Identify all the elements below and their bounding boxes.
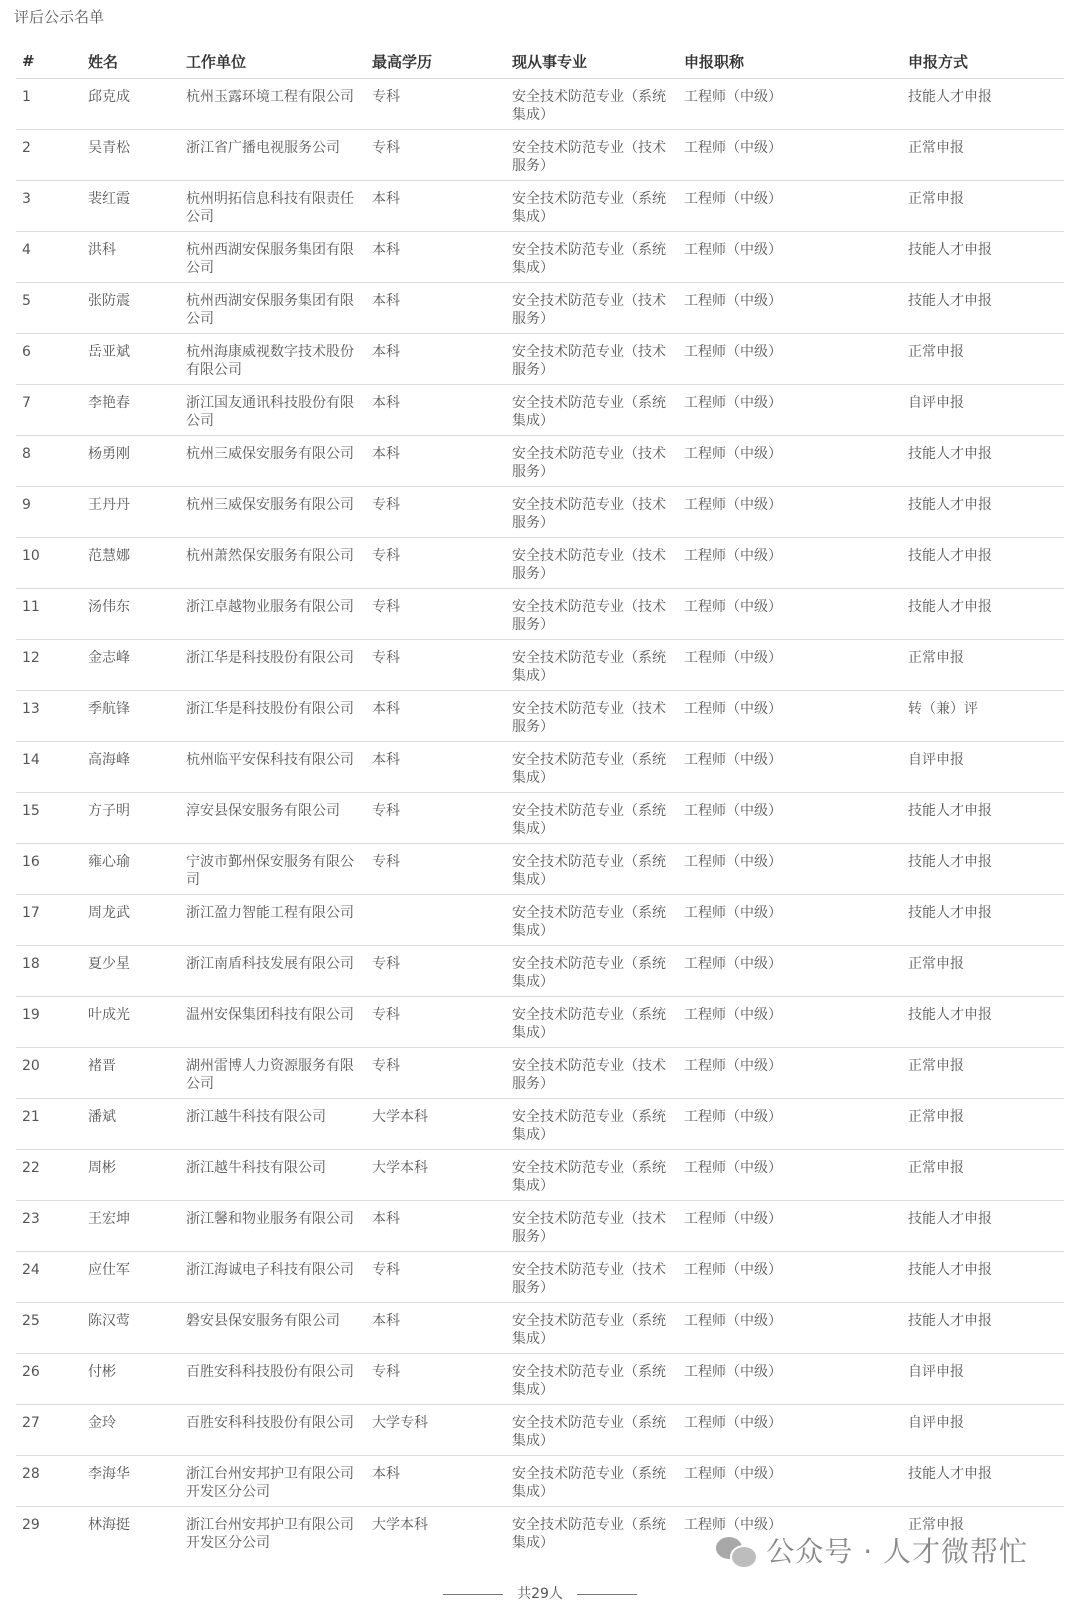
cell-no: 11 xyxy=(16,589,82,640)
table-row xyxy=(16,1150,1064,1201)
cell-name: 高海峰 xyxy=(82,742,180,793)
cell-unit: 杭州三威保安服务有限公司 xyxy=(180,436,366,487)
cell-method: 正常申报 xyxy=(902,1048,1064,1099)
cell-name: 金志峰 xyxy=(82,640,180,691)
table-row xyxy=(16,946,1064,997)
cell-no: 15 xyxy=(16,793,82,844)
cell-title: 工程师（中级） xyxy=(678,79,902,130)
cell-major: 安全技术防范专业（技术服务） xyxy=(506,436,678,487)
cell-education: 本科 xyxy=(366,1456,506,1507)
cell-method: 自评申报 xyxy=(902,385,1064,436)
col-header-unit: 工作单位 xyxy=(180,44,366,79)
cell-title: 工程师（中级） xyxy=(678,283,902,334)
cell-unit: 浙江台州安邦护卫有限公司开发区分公司 xyxy=(180,1456,366,1507)
divider-left xyxy=(443,1594,503,1595)
cell-method: 正常申报 xyxy=(908,1517,964,1533)
cell-unit: 浙江越牛科技有限公司 xyxy=(180,1150,366,1201)
cell-no: 18 xyxy=(16,946,82,997)
cell-method: 转（兼）评 xyxy=(902,691,1064,742)
cell-no: 9 xyxy=(16,487,82,538)
cell-name: 杨勇刚 xyxy=(82,436,180,487)
cell-name: 裴红霞 xyxy=(82,181,180,232)
cell-unit: 磐安县保安服务有限公司 xyxy=(180,1303,366,1354)
cell-method: 技能人才申报 xyxy=(902,487,1064,538)
wechat-icon xyxy=(716,1533,756,1567)
cell-no: 10 xyxy=(16,538,82,589)
table-row xyxy=(16,691,1064,742)
table-row xyxy=(16,1048,1064,1099)
cell-no: 6 xyxy=(16,334,82,385)
cell-name: 雍心瑜 xyxy=(82,844,180,895)
cell-unit: 杭州西湖安保服务集团有限公司 xyxy=(180,232,366,283)
cell-education: 大学专科 xyxy=(366,1405,506,1456)
table-row xyxy=(16,793,1064,844)
cell-name: 季航锋 xyxy=(82,691,180,742)
cell-name: 周龙武 xyxy=(82,895,180,946)
table-row xyxy=(16,1303,1064,1354)
cell-title: 工程师（中级） xyxy=(678,181,902,232)
cell-major: 安全技术防范专业（技术服务） xyxy=(506,130,678,181)
cell-no: 7 xyxy=(16,385,82,436)
cell-unit: 浙江卓越物业服务有限公司 xyxy=(180,589,366,640)
cell-no: 12 xyxy=(16,640,82,691)
table-row xyxy=(16,1099,1064,1150)
cell-major: 安全技术防范专业（系统集成） xyxy=(506,997,678,1048)
cell-method: 技能人才申报 xyxy=(902,1252,1064,1303)
cell-major: 安全技术防范专业（系统集成） xyxy=(506,79,678,130)
col-header-title: 申报职称 xyxy=(678,44,902,79)
cell-method: 技能人才申报 xyxy=(902,1303,1064,1354)
cell-education: 大学本科 xyxy=(366,1099,506,1150)
cell-unit: 杭州萧然保安服务有限公司 xyxy=(180,538,366,589)
cell-title: 工程师（中级） xyxy=(678,385,902,436)
cell-major: 安全技术防范专业（系统集成） xyxy=(506,232,678,283)
table-row xyxy=(16,538,1064,589)
cell-title: 工程师（中级） xyxy=(678,1456,902,1507)
cell-no: 8 xyxy=(16,436,82,487)
cell-method: 正常申报 xyxy=(902,946,1064,997)
cell-education: 大学本科 xyxy=(366,1150,506,1201)
cell-unit: 浙江馨和物业服务有限公司 xyxy=(180,1201,366,1252)
col-header-major: 现从事专业 xyxy=(506,44,678,79)
cell-title: 工程师（中级） xyxy=(678,997,902,1048)
cell-major: 安全技术防范专业（技术服务） xyxy=(506,1201,678,1252)
cell-no: 5 xyxy=(16,283,82,334)
table-row xyxy=(16,334,1064,385)
cell-no: 21 xyxy=(16,1099,82,1150)
cell-title: 工程师（中级） xyxy=(678,640,902,691)
cell-method: 技能人才申报 xyxy=(902,1456,1064,1507)
cell-method: 技能人才申报 xyxy=(902,436,1064,487)
cell-no: 19 xyxy=(16,997,82,1048)
total-count: 共29人 xyxy=(517,1586,563,1602)
cell-education: 专科 xyxy=(366,793,506,844)
cell-no: 4 xyxy=(16,232,82,283)
cell-method: 正常申报 xyxy=(902,1150,1064,1201)
cell-no: 27 xyxy=(16,1405,82,1456)
cell-method: 技能人才申报 xyxy=(902,1201,1064,1252)
cell-title: 工程师（中级） xyxy=(678,1048,902,1099)
cell-major: 安全技术防范专业（系统集成） xyxy=(506,181,678,232)
cell-major: 安全技术防范专业（系统集成） xyxy=(506,895,678,946)
cell-name: 岳亚斌 xyxy=(82,334,180,385)
cell-method: 技能人才申报 xyxy=(902,283,1064,334)
cell-method: 正常申报 xyxy=(902,130,1064,181)
col-header-education: 最高学历 xyxy=(366,44,506,79)
cell-title: 工程师（中级） xyxy=(678,589,902,640)
watermark xyxy=(716,1530,1028,1570)
cell-no: 3 xyxy=(16,181,82,232)
cell-title: 工程师（中级） xyxy=(678,487,902,538)
cell-title: 工程师（中级） xyxy=(678,844,902,895)
cell-title: 工程师（中级） xyxy=(678,1405,902,1456)
table-row xyxy=(16,640,1064,691)
table-header-row xyxy=(16,44,1064,79)
cell-education: 本科 xyxy=(366,232,506,283)
cell-no: 1 xyxy=(16,79,82,130)
table-row xyxy=(16,385,1064,436)
cell-education: 本科 xyxy=(366,1303,506,1354)
cell-unit: 浙江华是科技股份有限公司 xyxy=(180,691,366,742)
cell-unit: 杭州玉露环境工程有限公司 xyxy=(180,79,366,130)
col-header-no: # xyxy=(16,44,82,79)
cell-unit: 浙江华是科技股份有限公司 xyxy=(180,640,366,691)
cell-major: 安全技术防范专业（技术服务） xyxy=(506,334,678,385)
cell-name: 李海华 xyxy=(82,1456,180,1507)
cell-name: 褚晋 xyxy=(82,1048,180,1099)
cell-major: 安全技术防范专业（系统集成） xyxy=(506,742,678,793)
cell-unit: 浙江台州安邦护卫有限公司开发区分公司 xyxy=(186,1517,354,1551)
cell-education: 本科 xyxy=(366,742,506,793)
cell-title: 工程师（中级） xyxy=(678,130,902,181)
cell-title: 工程师（中级） xyxy=(678,1099,902,1150)
cell-method: 技能人才申报 xyxy=(902,589,1064,640)
cell-name: 付彬 xyxy=(82,1354,180,1405)
cell-title: 工程师（中级） xyxy=(678,1303,902,1354)
cell-title: 工程师（中级） xyxy=(678,232,902,283)
cell-unit: 杭州临平安保科技有限公司 xyxy=(180,742,366,793)
cell-education: 专科 xyxy=(366,130,506,181)
cell-education: 专科 xyxy=(366,946,506,997)
cell-method: 技能人才申报 xyxy=(902,793,1064,844)
cell-name: 张防震 xyxy=(82,283,180,334)
cell-unit: 温州安保集团科技有限公司 xyxy=(180,997,366,1048)
cell-name: 范慧娜 xyxy=(82,538,180,589)
cell-unit: 杭州西湖安保服务集团有限公司 xyxy=(180,283,366,334)
cell-major: 安全技术防范专业（技术服务） xyxy=(506,487,678,538)
table-row xyxy=(16,283,1064,334)
cell-major: 安全技术防范专业（系统集成） xyxy=(506,1354,678,1405)
cell-unit: 湖州雷博人力资源服务有限公司 xyxy=(180,1048,366,1099)
cell-unit: 浙江越牛科技有限公司 xyxy=(180,1099,366,1150)
cell-no: 23 xyxy=(16,1201,82,1252)
cell-major: 安全技术防范专业（技术服务） xyxy=(506,1252,678,1303)
table-body xyxy=(16,79,1064,1558)
cell-name: 王丹丹 xyxy=(82,487,180,538)
table-row xyxy=(16,436,1064,487)
cell-unit: 浙江盈力智能工程有限公司 xyxy=(180,895,366,946)
cell-major: 安全技术防范专业（技术服务） xyxy=(506,589,678,640)
cell-education: 本科 xyxy=(366,181,506,232)
cell-method: 正常申报 xyxy=(902,1099,1064,1150)
cell-no: 2 xyxy=(16,130,82,181)
table-row xyxy=(16,997,1064,1048)
cell-title: 工程师（中级） xyxy=(678,946,902,997)
table-row xyxy=(16,1456,1064,1507)
cell-major: 安全技术防范专业（系统集成） xyxy=(506,793,678,844)
cell-education: 大学本科 xyxy=(372,1517,428,1533)
cell-no: 28 xyxy=(16,1456,82,1507)
cell-major: 安全技术防范专业（技术服务） xyxy=(506,691,678,742)
cell-name: 潘斌 xyxy=(82,1099,180,1150)
cell-no: 13 xyxy=(16,691,82,742)
cell-no: 24 xyxy=(16,1252,82,1303)
cell-name: 叶成光 xyxy=(82,997,180,1048)
cell-name: 周彬 xyxy=(82,1150,180,1201)
cell-major: 安全技术防范专业（技术服务） xyxy=(506,1048,678,1099)
cell-no: 16 xyxy=(16,844,82,895)
roster-table xyxy=(16,44,1064,1558)
cell-education: 本科 xyxy=(366,385,506,436)
cell-title: 工程师（中级） xyxy=(678,793,902,844)
table-row xyxy=(16,79,1064,130)
table-row xyxy=(16,1354,1064,1405)
cell-major: 安全技术防范专业（系统集成） xyxy=(506,385,678,436)
table-row xyxy=(16,1201,1064,1252)
cell-unit: 百胜安科科技股份有限公司 xyxy=(180,1405,366,1456)
table-row xyxy=(16,895,1064,946)
col-header-method: 申报方式 xyxy=(902,44,1064,79)
cell-education: 本科 xyxy=(366,334,506,385)
cell-name: 金玲 xyxy=(82,1405,180,1456)
cell-education: 专科 xyxy=(366,538,506,589)
cell-unit: 浙江南盾科技发展有限公司 xyxy=(180,946,366,997)
cell-method: 技能人才申报 xyxy=(902,997,1064,1048)
cell-unit: 杭州三威保安服务有限公司 xyxy=(180,487,366,538)
table-row xyxy=(16,589,1064,640)
table-row xyxy=(16,742,1064,793)
cell-major: 安全技术防范专业（系统集成） xyxy=(506,844,678,895)
cell-unit: 宁波市鄞州保安服务有限公司 xyxy=(180,844,366,895)
cell-education: 专科 xyxy=(366,844,506,895)
cell-education: 本科 xyxy=(366,283,506,334)
cell-method: 技能人才申报 xyxy=(902,79,1064,130)
cell-method: 技能人才申报 xyxy=(902,538,1064,589)
cell-education: 专科 xyxy=(366,1252,506,1303)
cell-education: 专科 xyxy=(366,589,506,640)
cell-title: 工程师（中级） xyxy=(678,436,902,487)
cell-name: 汤伟东 xyxy=(82,589,180,640)
table-row xyxy=(16,844,1064,895)
cell-name: 方子明 xyxy=(82,793,180,844)
cell-title: 工程师（中级） xyxy=(678,1354,902,1405)
cell-unit: 杭州海康威视数字技术股份有限公司 xyxy=(180,334,366,385)
cell-major: 安全技术防范专业（系统集成） xyxy=(506,1405,678,1456)
cell-title: 工程师（中级） xyxy=(678,1201,902,1252)
cell-major: 安全技术防范专业（系统集成） xyxy=(506,1456,678,1507)
cell-title: 工程师（中级） xyxy=(678,895,902,946)
cell-method: 技能人才申报 xyxy=(902,895,1064,946)
table-row xyxy=(16,1405,1064,1456)
cell-name: 洪科 xyxy=(82,232,180,283)
cell-education: 专科 xyxy=(366,997,506,1048)
cell-name: 夏少星 xyxy=(82,946,180,997)
cell-education xyxy=(366,895,506,946)
page-title: 评后公示名单 xyxy=(14,8,105,26)
cell-method: 自评申报 xyxy=(902,742,1064,793)
table-row xyxy=(16,130,1064,181)
cell-major: 安全技术防范专业（技术服务） xyxy=(506,283,678,334)
table-row xyxy=(16,1252,1064,1303)
cell-unit: 浙江海诚电子科技有限公司 xyxy=(180,1252,366,1303)
cell-education: 专科 xyxy=(366,487,506,538)
table-row xyxy=(16,232,1064,283)
cell-no: 26 xyxy=(16,1354,82,1405)
cell-method: 正常申报 xyxy=(902,181,1064,232)
col-header-name: 姓名 xyxy=(82,44,180,79)
cell-title: 工程师（中级） xyxy=(684,1517,782,1533)
divider-right xyxy=(577,1594,637,1595)
cell-education: 本科 xyxy=(366,1201,506,1252)
cell-method: 正常申报 xyxy=(902,640,1064,691)
cell-major: 安全技术防范专业（系统集成） xyxy=(512,1517,666,1551)
table-row xyxy=(16,487,1064,538)
cell-name: 王宏坤 xyxy=(82,1201,180,1252)
cell-unit: 浙江国友通讯科技股份有限公司 xyxy=(180,385,366,436)
cell-title: 工程师（中级） xyxy=(678,742,902,793)
cell-method: 自评申报 xyxy=(902,1405,1064,1456)
cell-method: 自评申报 xyxy=(902,1354,1064,1405)
cell-title: 工程师（中级） xyxy=(678,1252,902,1303)
cell-no: 14 xyxy=(16,742,82,793)
cell-major: 安全技术防范专业（系统集成） xyxy=(506,1303,678,1354)
cell-title: 工程师（中级） xyxy=(678,691,902,742)
cell-name: 林海挺 xyxy=(88,1517,130,1533)
cell-name: 应仕军 xyxy=(82,1252,180,1303)
cell-education: 专科 xyxy=(366,79,506,130)
cell-major: 安全技术防范专业（系统集成） xyxy=(506,1150,678,1201)
cell-education: 专科 xyxy=(366,1048,506,1099)
cell-education: 专科 xyxy=(366,1354,506,1405)
cell-name: 陈汉莺 xyxy=(82,1303,180,1354)
cell-method: 技能人才申报 xyxy=(902,232,1064,283)
cell-education: 本科 xyxy=(366,691,506,742)
watermark-text: 公众号 · 人才微帮忙 xyxy=(766,1535,1028,1568)
cell-unit: 百胜安科科技股份有限公司 xyxy=(180,1354,366,1405)
cell-method: 技能人才申报 xyxy=(902,844,1064,895)
cell-name: 吴青松 xyxy=(82,130,180,181)
cell-name: 李艳春 xyxy=(82,385,180,436)
cell-major: 安全技术防范专业（系统集成） xyxy=(506,1099,678,1150)
cell-major: 安全技术防范专业（系统集成） xyxy=(506,640,678,691)
table-row xyxy=(16,181,1064,232)
cell-no: 20 xyxy=(16,1048,82,1099)
cell-unit: 杭州明拓信息科技有限责任公司 xyxy=(180,181,366,232)
cell-method: 正常申报 xyxy=(902,334,1064,385)
cell-education: 专科 xyxy=(366,640,506,691)
cell-no: 22 xyxy=(16,1150,82,1201)
cell-major: 安全技术防范专业（技术服务） xyxy=(506,538,678,589)
cell-no: 29 xyxy=(22,1517,40,1533)
footer-count xyxy=(0,1583,1080,1603)
cell-title: 工程师（中级） xyxy=(678,334,902,385)
cell-title: 工程师（中级） xyxy=(678,1150,902,1201)
cell-unit: 浙江省广播电视服务公司 xyxy=(180,130,366,181)
cell-unit: 淳安县保安服务有限公司 xyxy=(180,793,366,844)
cell-no: 17 xyxy=(16,895,82,946)
cell-education: 本科 xyxy=(366,436,506,487)
cell-major: 安全技术防范专业（系统集成） xyxy=(506,946,678,997)
cell-no: 25 xyxy=(16,1303,82,1354)
cell-name: 邱克成 xyxy=(82,79,180,130)
cell-title: 工程师（中级） xyxy=(678,538,902,589)
